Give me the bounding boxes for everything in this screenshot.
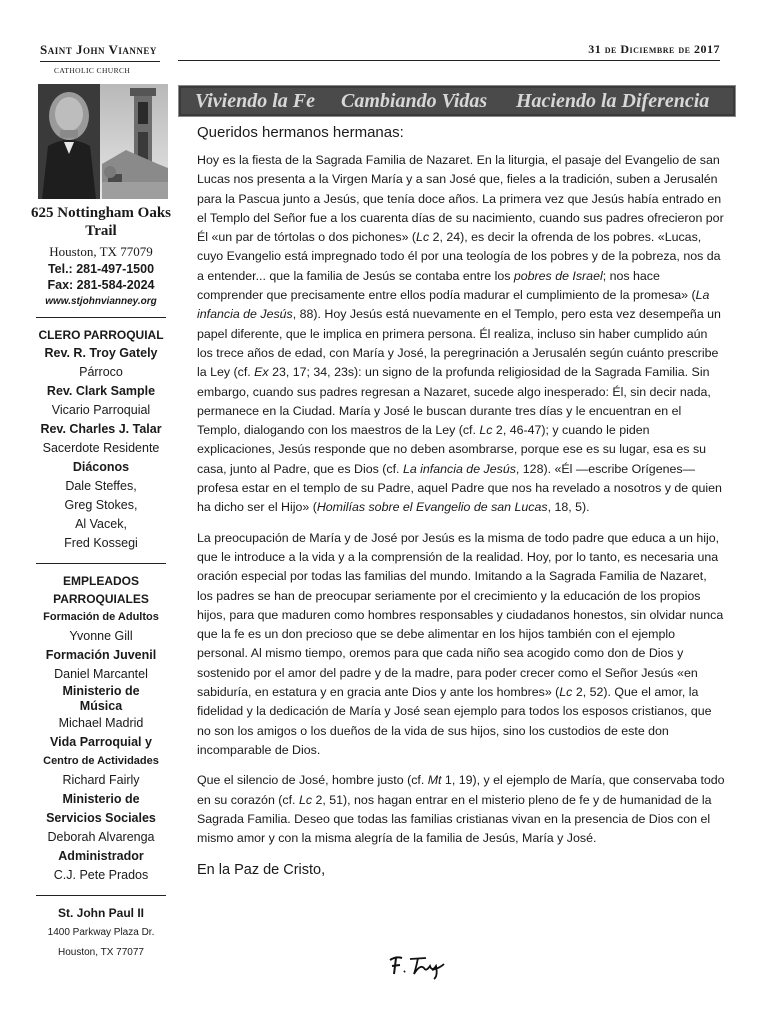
letter-greeting: Queridos hermanos hermanas:: [197, 124, 404, 141]
letter-paragraph: Que el silencio de José, hombre justo (cf. Mt 1, 19), y el ejemplo de María, que conservaba todo en su corazón (cf. Lc 2, 51), nos hagan entrar en el misterio pleno de fe y de humanidad de la Sagrada Familia. Deseo que todas las familias cristianas vivan en la presencia de Dios con el mismo amor y con la misma alegría de la familia de Jesús, María y José.: [197, 773, 725, 846]
sidebar-divider: [36, 895, 166, 896]
staff-role-title: Ministerio de: [62, 684, 140, 698]
motto-part-1: Viviendo la Fe: [195, 90, 315, 112]
clergy-name: Rev. Charles J. Talar: [40, 422, 162, 436]
parish-name-rule: [40, 61, 160, 62]
sidebar-divider: [36, 563, 166, 564]
clergy-heading: CLERO PARROQUIAL: [38, 328, 164, 342]
staff-role-title: Centro de Actividades: [43, 755, 159, 767]
saint-and-church-image: [38, 84, 168, 199]
deacon-name: Dale Steffes,: [65, 479, 137, 493]
staff-name: Deborah Alvarenga: [47, 830, 155, 844]
motto-part-3: Haciendo la Diferencia: [516, 90, 710, 112]
header-photo: [38, 84, 168, 199]
staff-role-title: Ministerio de: [62, 792, 140, 806]
issue-date: 31 de Diciembre de 2017: [588, 42, 720, 56]
clergy-role: Sacerdote Residente: [42, 441, 160, 455]
motto-banner: [178, 85, 736, 117]
staff-role-title: Formación Juvenil: [45, 648, 157, 662]
staff-name: C.J. Pete Prados: [53, 868, 149, 882]
deacon-name: Greg Stokes,: [64, 498, 138, 512]
parish-header: [40, 42, 168, 75]
sidebar-divider: [36, 317, 166, 318]
parish-name: Saint John Vianney: [40, 42, 157, 57]
staff-heading-line2: PARROQUIALES: [53, 592, 149, 606]
letter-closing: En la Paz de Cristo,: [197, 862, 326, 879]
staff-role-title: Vida Parroquial y: [50, 735, 152, 749]
staff-role-title: Música: [79, 699, 123, 713]
sidebar: [30, 204, 172, 963]
school-name: St. John Paul II: [57, 906, 144, 920]
city-state-zip: Houston, TX 77079: [49, 244, 153, 259]
deacon-name: Fred Kossegi: [64, 536, 138, 550]
clergy-name: Rev. Clark Sample: [46, 384, 156, 398]
pastor-signature: [386, 950, 448, 980]
motto-part-2: Cambiando Vidas: [341, 90, 488, 112]
website-link[interactable]: www.stjohnvianney.org: [45, 296, 157, 307]
deacon-name: Al Vacek,: [75, 517, 127, 531]
staff-role-title: Administrador: [58, 849, 144, 863]
school-city: Houston, TX 77077: [58, 947, 144, 958]
staff-name: Yvonne Gill: [69, 629, 133, 643]
staff-name: Daniel Marcantel: [54, 667, 148, 681]
street-address: 625 Nottingham Oaks Trail: [30, 205, 172, 239]
staff-role-title: Servicios Sociales: [46, 811, 156, 825]
header-rule: [178, 60, 720, 61]
staff-name: Richard Fairly: [62, 773, 140, 787]
parish-subtitle: CATHOLIC CHURCH: [54, 66, 131, 75]
clergy-role: Vicario Parroquial: [51, 403, 151, 417]
staff-heading-line1: EMPLEADOS: [62, 574, 139, 588]
staff-name: Michael Madrid: [58, 716, 144, 730]
pastor-letter: [197, 124, 725, 878]
clergy-role: Párroco: [79, 365, 123, 379]
clergy-name: Rev. R. Troy Gately: [44, 346, 158, 360]
letter-paragraph: La preocupación de María y de José por Jesús es la misma de todo padre que educa a un hijo, que le introduce a la vida y a la comprensión de la realidad. Hoy, por lo tanto, es necesaria una oración especial por todas las familias del mundo. Imitando a la Sagrada Familia de Nazaret, los padres se han de preocupar seriamente por el crecimiento y la educación de los propios hijos, para que maduren como hombres responsables y ciudadanos honestos, sin olvidar nunca que la fe es un don precioso que se debe alimentar en los hijos también con el ejemplo personal. Al mismo tiempo, oremos para que cada niño sea acogido como don de Dios y sostenido por el amor del padre y de la madre, para poder crecer como el Señor Jesús «en sabiduría, en estatura y en gracia ante Dios y ante los hombres» (Lc 2, 52). Que el amor, la fidelidad y la dedicación de María y José sean ejemplo para todos los esposos cristianos, que no son los amigos o los dueños de la vida de sus hijos, sino los custodios de este don incomparable de Dios.: [197, 530, 724, 757]
fax-number: Fax: 281-584-2024: [47, 278, 155, 292]
letter-paragraph: Hoy es la fiesta de la Sagrada Familia de Nazaret. En la liturgia, el pasaje del Evangelio de san Lucas nos presenta a la Virgen María y a san José que, fieles a la tradición, suben a Jerusalén para la Pascua junto a Jesús, que tenía doce años. La primera vez que Jesús había entrado en el Templo del Señor fue a los cuarenta días de su nacimiento, cuando sus padres ofrecieron por Él «un par de tórtolas o dos pichones» (Lc 2, 24), es decir la ofrenda de los pobres. «Lucas, cuyo Evangelio está impregnado todo él por una teología de los pobres y de la pobreza, nos da a entender... que la familia de Jesús se contaba entre los pobres de Israel; nos hace comprender que precisamente entre ellos podía madurar el cumplimiento de la promesa» (La infancia de Jesús, 88). Hoy Jesús está nuevamente en el Templo, pero esta vez desempeña un papel diferente, que le implica en primera persona. Él realiza, incluso sin haber cumplido aún los trece años de edad, con María y José, la peregrinación a Jerusalén según cuánto prescribe la Ley (cf. Ex 23, 17; 34, 23s): un signo de la profunda religiosidad de la Sagrada Familia. Sin embargo, cuando sus padres regresan a Nazaret, sucede algo inesperado: Él, sin decir nada, permanece en la Ciudad. María y José le buscan durante tres días y le encuentran en el Templo, dialogando con los maestros de la Ley (cf. Lc 2, 46-47); y cuando le piden explicaciones, Jesús responde que no deben asombrarse, porque ese es su lugar, esa es su casa, junto al Padre, que es Dios (cf. La infancia de Jesús, 128). «Él —escribe Orígenes— profesa estar en el templo de su Padre, aquel Padre que nos ha revelado a nosotros y de quien ha dicho ser el Hijo» (Homilías sobre el Evangelio de san Lucas, 18, 5).: [197, 153, 724, 515]
staff-role-title: Formación de Adultos: [43, 611, 159, 623]
school-address: 1400 Parkway Plaza Dr.: [47, 927, 155, 938]
deacons-heading: Diáconos: [72, 460, 130, 474]
phone-number: Tel.: 281-497-1500: [47, 262, 155, 276]
